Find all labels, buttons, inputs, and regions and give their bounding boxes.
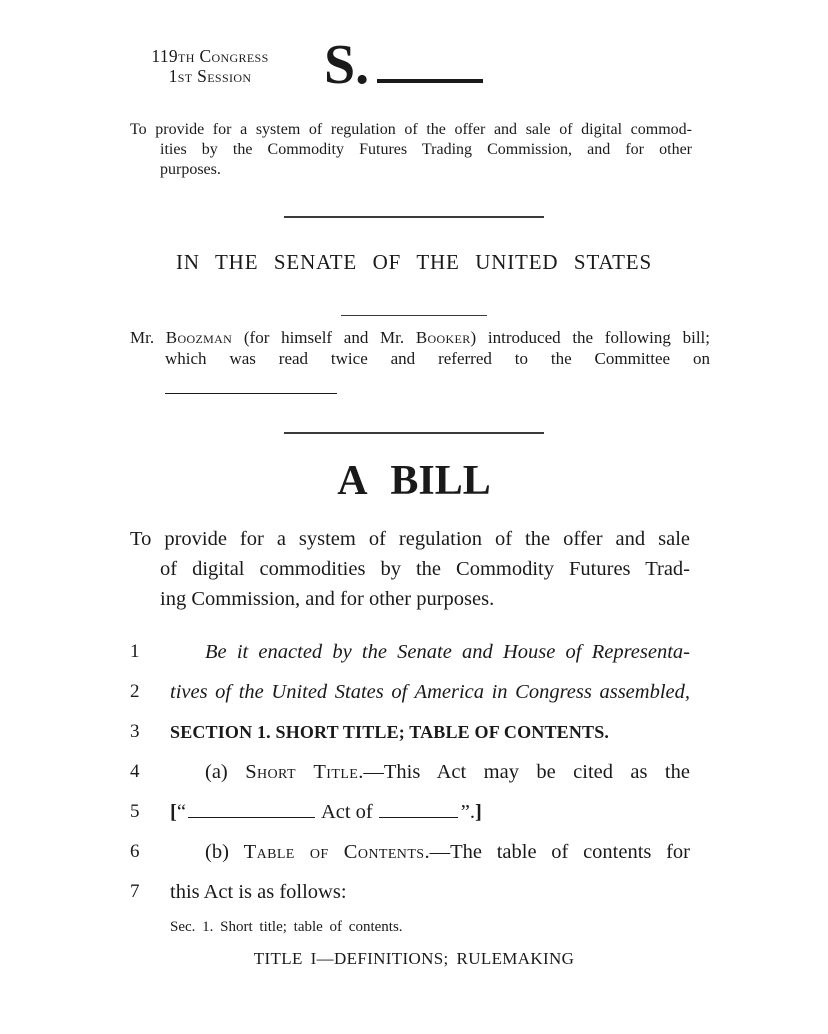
committee-blank-row xyxy=(130,378,710,396)
line-number: 1 xyxy=(130,641,140,662)
paragraph-designator: (a) xyxy=(205,761,246,783)
bill-text-line xyxy=(130,792,690,832)
bill-text-line xyxy=(130,752,690,792)
act-year-blank xyxy=(379,805,458,818)
open-quote: “ xyxy=(176,801,186,823)
short-title-label: Short Title xyxy=(245,761,359,783)
masthead xyxy=(0,0,828,120)
preamble-line: purposes. xyxy=(160,161,221,178)
cosponsor-name: Booker xyxy=(415,328,471,347)
paragraph-designator: (b) xyxy=(205,841,244,863)
bill-text-line xyxy=(130,672,690,712)
cosponsor-prefix: (for himself and Mr. xyxy=(232,328,416,347)
open-bracket: [ xyxy=(170,801,177,823)
act-name-blank xyxy=(188,805,315,818)
introduction-line: which was read twice and referred to the Committee on xyxy=(165,349,710,368)
committee-name-blank xyxy=(165,381,337,394)
official-title-preamble xyxy=(130,120,692,180)
toc-label: Table of Contents xyxy=(243,841,425,863)
introduction-line xyxy=(130,327,710,348)
line-number: 4 xyxy=(130,761,140,782)
short-title-clause xyxy=(170,752,690,792)
bill-number xyxy=(324,36,483,94)
preamble-line: To provide for a system of regulation of the offer and sale of digital commod- xyxy=(130,121,692,138)
toc-clause-continuation: this Act is as follows: xyxy=(170,881,347,903)
sponsor-prefix: Mr. xyxy=(130,328,166,347)
separator-rule-short xyxy=(341,315,487,316)
title-i-heading: TITLE I—DEFINITIONS; RULEMAKING xyxy=(253,949,575,968)
act-of-text: Act of xyxy=(320,801,373,823)
session-number: 1st Session xyxy=(168,66,252,86)
bill-letter: S. xyxy=(324,34,370,96)
introduction-tail: ) introduced the following bill; xyxy=(470,328,710,347)
bill-heading: A BILL xyxy=(337,458,491,504)
line-number: 3 xyxy=(130,721,140,742)
congress-number: 119th Congress xyxy=(151,46,269,66)
citation-line xyxy=(170,792,690,832)
long-title xyxy=(130,524,690,614)
bill-text-line xyxy=(130,632,690,672)
toc-text: .—The table of contents for xyxy=(424,841,691,863)
preamble-line: ities by the Commodity Futures Trading Commission, and for other xyxy=(160,141,692,158)
close-quote: ”. xyxy=(460,801,475,823)
chamber-heading: IN THE SENATE OF THE UNITED STATES xyxy=(176,250,652,274)
line-number: 7 xyxy=(130,881,140,902)
sponsor-name: Boozman xyxy=(165,328,233,347)
enacting-clause-line: Be it enacted by the Senate and House of Representa- xyxy=(205,641,690,663)
separator-rule xyxy=(284,216,544,218)
line-number: 5 xyxy=(130,801,140,822)
bill-text-line xyxy=(130,712,690,752)
toc-entry-sec-1: Sec. 1. Short title; table of contents. xyxy=(170,919,403,935)
toc-clause xyxy=(170,832,690,872)
long-title-line: To provide for a system of regulation of the offer and sale xyxy=(130,528,690,550)
enacting-clause-line: tives of the United States of America in Congress assembled, xyxy=(170,681,690,703)
separator-rule xyxy=(284,432,544,434)
congress-session-block xyxy=(130,46,290,86)
line-number: 6 xyxy=(130,841,140,862)
bill-body xyxy=(0,632,828,912)
long-title-line: ing Commission, and for other purposes. xyxy=(160,588,495,610)
introduction-paragraph xyxy=(130,327,710,396)
bill-text-line xyxy=(130,832,690,872)
section-1-heading: SECTION 1. SHORT TITLE; TABLE OF CONTENTS. xyxy=(170,722,610,742)
line-number: 2 xyxy=(130,681,140,702)
close-bracket: ] xyxy=(474,801,482,823)
bill-number-blank xyxy=(377,79,483,83)
long-title-line: of digital commodities by the Commodity Futures Trad- xyxy=(160,558,690,580)
short-title-text: .—This Act may be cited as the xyxy=(358,761,690,783)
bill-text-line xyxy=(130,872,690,912)
